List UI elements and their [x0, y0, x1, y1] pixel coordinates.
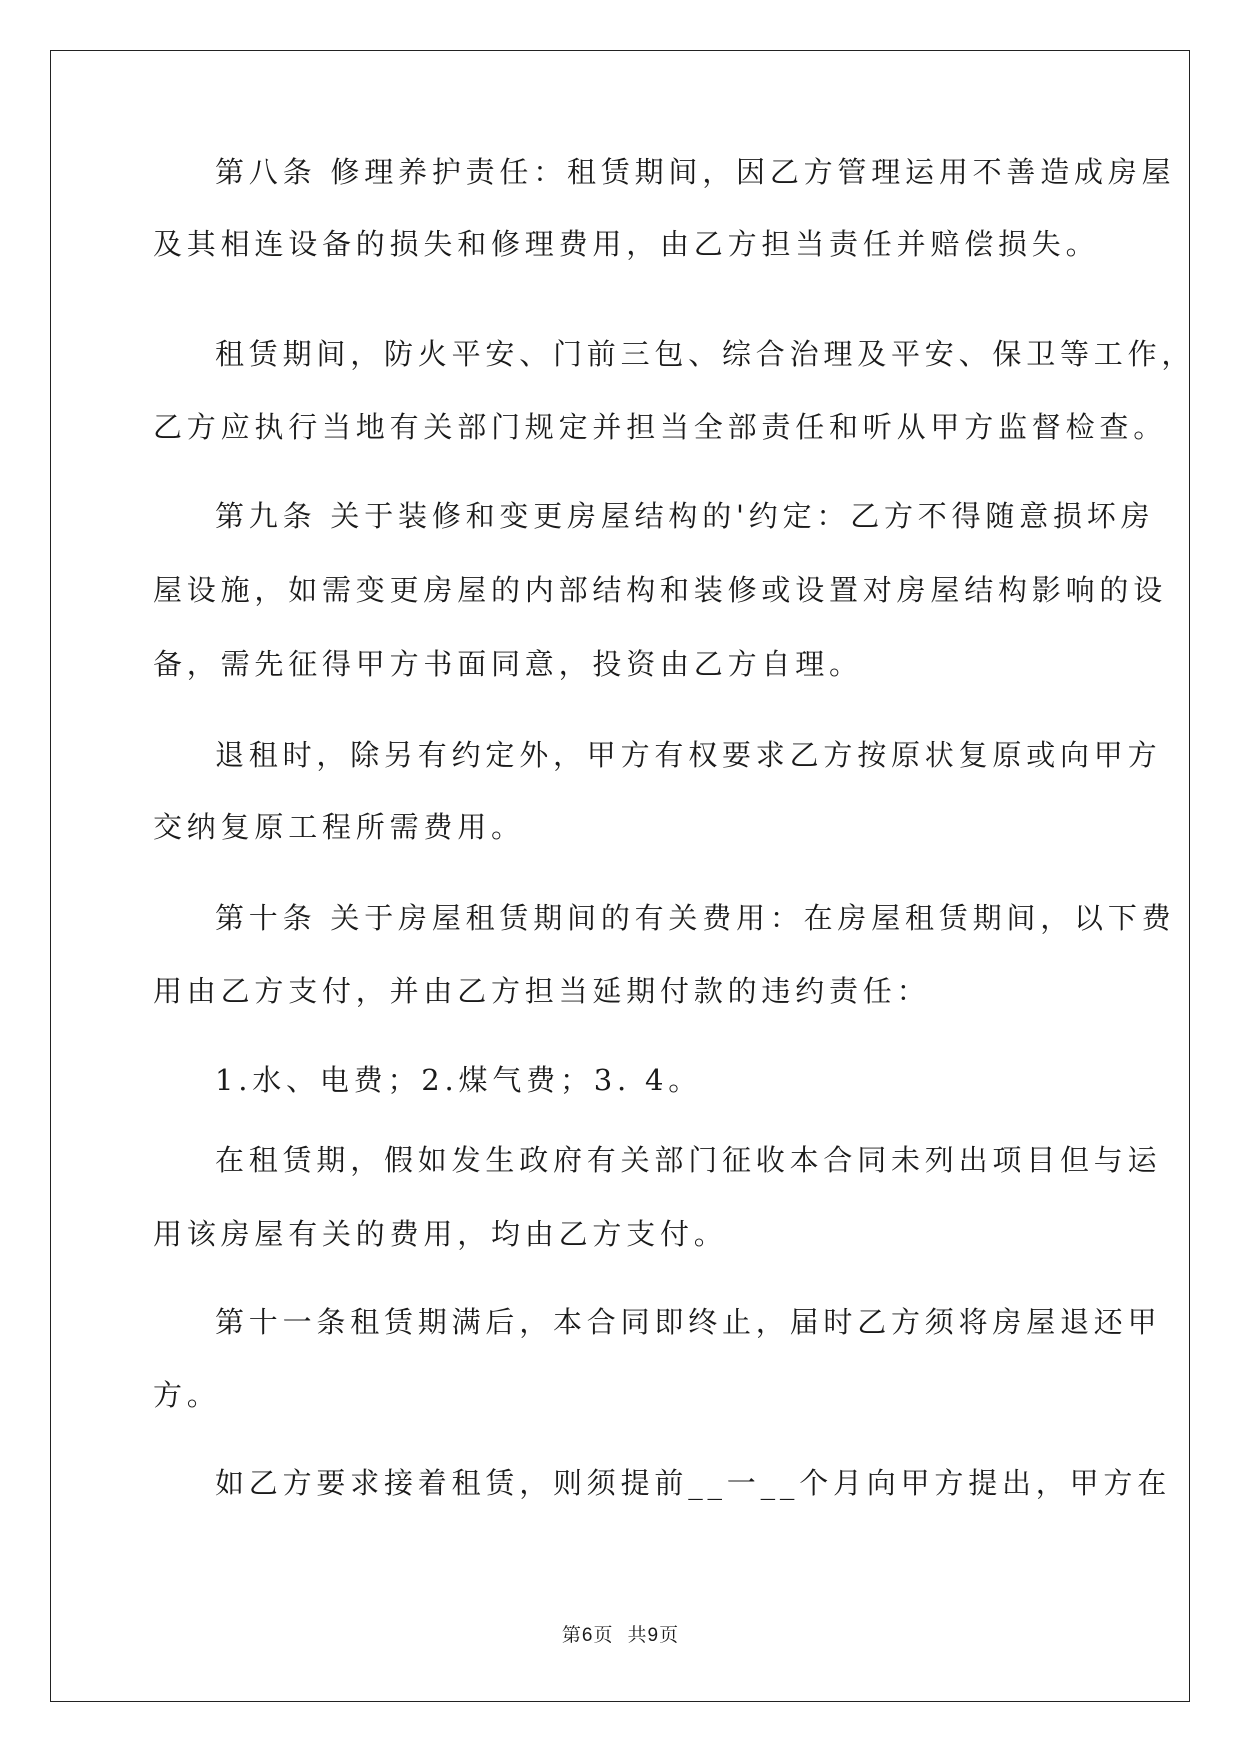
paragraph-line: 用由乙方支付，并由乙方担当延期付款的违约责任：: [153, 974, 931, 1008]
footer-mid: 页 共: [593, 1624, 648, 1646]
paragraph-line: 退租时，除另有约定外，甲方有权要求乙方按原状复原或向甲方: [215, 738, 1162, 772]
paragraph-line: 及其相连设备的损失和修理费用，由乙方担当责任并赔偿损失。: [153, 227, 1100, 261]
paragraph-line: 屋设施，如需变更房屋的内部结构和装修或设置对房屋结构影响的设: [153, 573, 1168, 607]
footer-suffix: 页: [659, 1624, 680, 1646]
paragraph-line: 租赁期间，防火平安、门前三包、综合治理及平安、保卫等工作，: [215, 337, 1196, 371]
paragraph-line: 用该房屋有关的费用，均由乙方支付。: [153, 1217, 728, 1251]
paragraph-line: 交纳复原工程所需费用。: [153, 810, 525, 844]
total-page-number: 9: [647, 1625, 660, 1646]
paragraph-line: 第九条 关于装修和变更房屋结构的'约定：乙方不得随意损坏房: [215, 499, 1155, 533]
paragraph-line: 第八条 修理养护责任：租赁期间，因乙方管理运用不善造成房屋: [215, 155, 1176, 189]
paragraph-line: 方。: [153, 1378, 221, 1412]
current-page-number: 6: [581, 1625, 594, 1646]
footer-prefix: 第: [561, 1624, 582, 1646]
page-border: [50, 50, 1190, 1702]
paragraph-line: 第十一条租赁期满后，本合同即终止，届时乙方须将房屋退还甲: [215, 1305, 1162, 1339]
page-footer: [0, 1620, 1241, 1647]
paragraph-line: 第十条 关于房屋租赁期间的有关费用：在房屋租赁期间，以下费: [215, 901, 1176, 935]
paragraph-line: 备，需先征得甲方书面同意，投资由乙方自理。: [153, 647, 863, 681]
paragraph-line: 1.水、电费；2.煤气费；3. 4。: [215, 1063, 703, 1097]
paragraph-line: 乙方应执行当地有关部门规定并担当全部责任和听从甲方监督检查。: [153, 410, 1168, 444]
paragraph-line: 如乙方要求接着租赁，则须提前__一__个月向甲方提出，甲方在: [215, 1466, 1172, 1500]
paragraph-line: 在租赁期，假如发生政府有关部门征收本合同未列出项目但与运: [215, 1143, 1162, 1177]
